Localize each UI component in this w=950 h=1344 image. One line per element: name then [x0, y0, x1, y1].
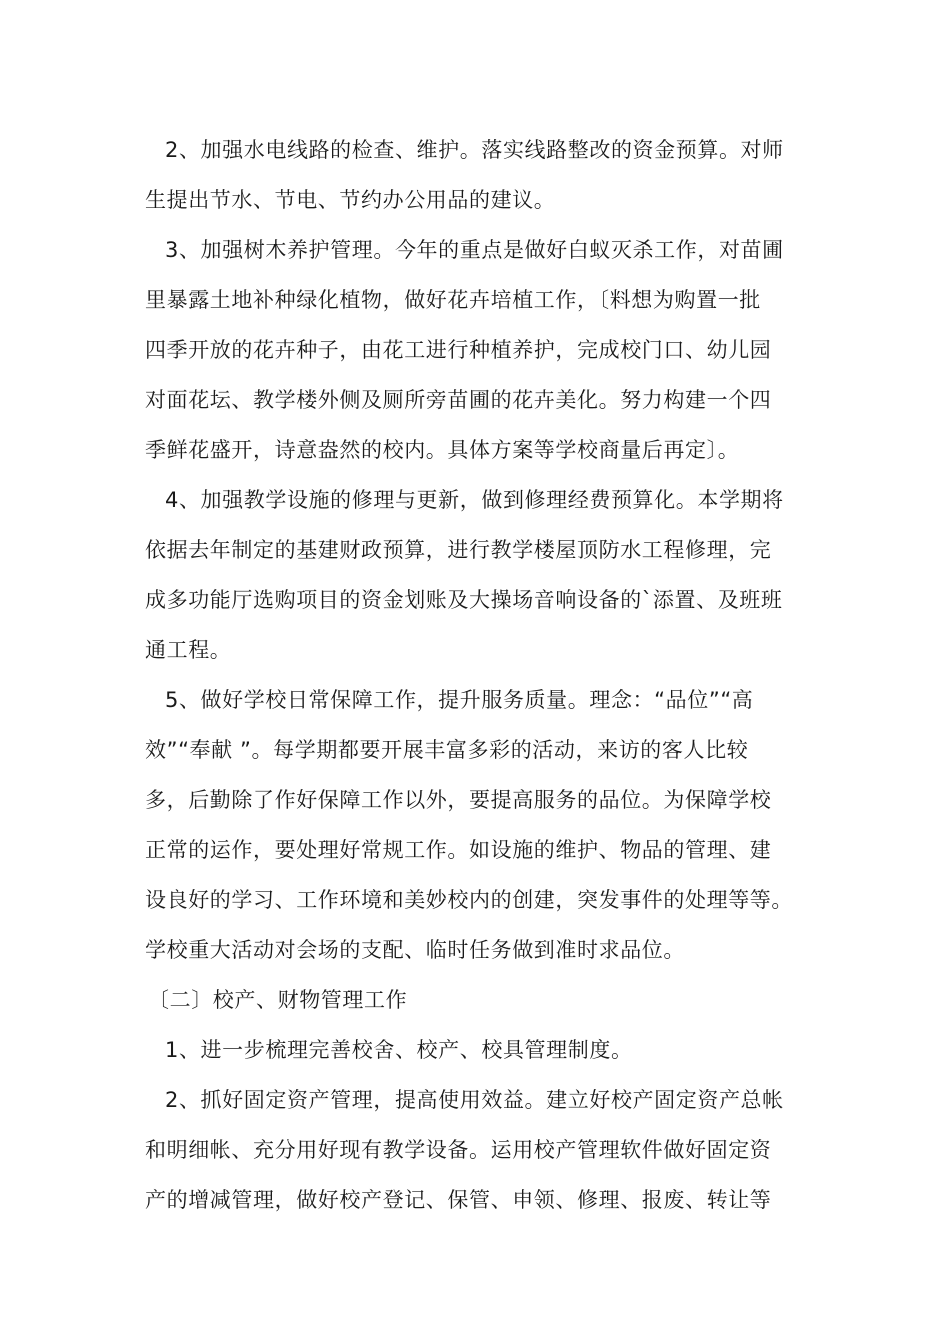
paragraph-line: 多，后勤除了作好保障工作以外，要提高服务的品位。为保障学校 — [145, 788, 772, 812]
paragraph-line: 学校重大活动对会场的支配、临时任务做到准时求品位。 — [145, 938, 685, 962]
paragraph-line: 4、加强教学设施的修理与更新，做到修理经费预算化。本学期将 — [165, 488, 784, 512]
paragraph-line: 2、加强水电线路的检查、维护。落实线路整改的资金预算。对师 — [165, 138, 784, 162]
paragraph-line: 2、抓好固定资产管理，提高使用效益。建立好校产固定资产总帐 — [165, 1088, 784, 1112]
paragraph-line: 季鲜花盛开，诗意盎然的校内。具体方案等学校商量后再定〕。 — [145, 438, 740, 462]
paragraph-line: 正常的运作，要处理好常规工作。如设施的维护、物品的管理、建 — [145, 838, 772, 862]
paragraph-line: 5、做好学校日常保障工作，提升服务质量。理念：“品位”“高 — [165, 688, 754, 712]
paragraph-line: 四季开放的花卉种子，由花工进行种植养护，完成校门口、幼儿园 — [145, 338, 772, 362]
paragraph-line: 产的增减管理，做好校产登记、保管、申领、修理、报废、转让等 — [145, 1188, 772, 1212]
paragraph-line: 生提出节水、节电、节约办公用品的建议。 — [145, 188, 556, 212]
paragraph-line: 和明细帐、充分用好现有教学设备。运用校产管理软件做好固定资 — [145, 1138, 772, 1162]
paragraph-line: 依据去年制定的基建财政预算，进行教学楼屋顶防水工程修理，完 — [145, 538, 772, 562]
section-heading: 〔二〕校产、财物管理工作 — [148, 988, 408, 1012]
paragraph-line: 成多功能厅选购项目的资金划账及大操场音响设备的`添置、及班班 — [145, 588, 783, 612]
paragraph-line: 通工程。 — [145, 638, 232, 662]
paragraph-line: 3、加强树木养护管理。今年的重点是做好白蚁灭杀工作，对苗圃 — [165, 238, 784, 262]
paragraph-line: 设良好的学习、工作环境和美妙校内的创建，突发事件的处理等等。 — [145, 888, 793, 912]
paragraph-line: 效”“奉献 ”。每学期都要开展丰富多彩的活动，来访的客人比较 — [145, 738, 749, 762]
paragraph-line: 里暴露土地补种绿化植物，做好花卉培植工作，〔料想为购置一批 — [145, 288, 761, 312]
paragraph-line: 1、进一步梳理完善校舍、校产、校具管理制度。 — [165, 1038, 633, 1062]
paragraph-line: 对面花坛、教学楼外侧及厕所旁苗圃的花卉美化。努力构建一个四 — [145, 388, 772, 412]
